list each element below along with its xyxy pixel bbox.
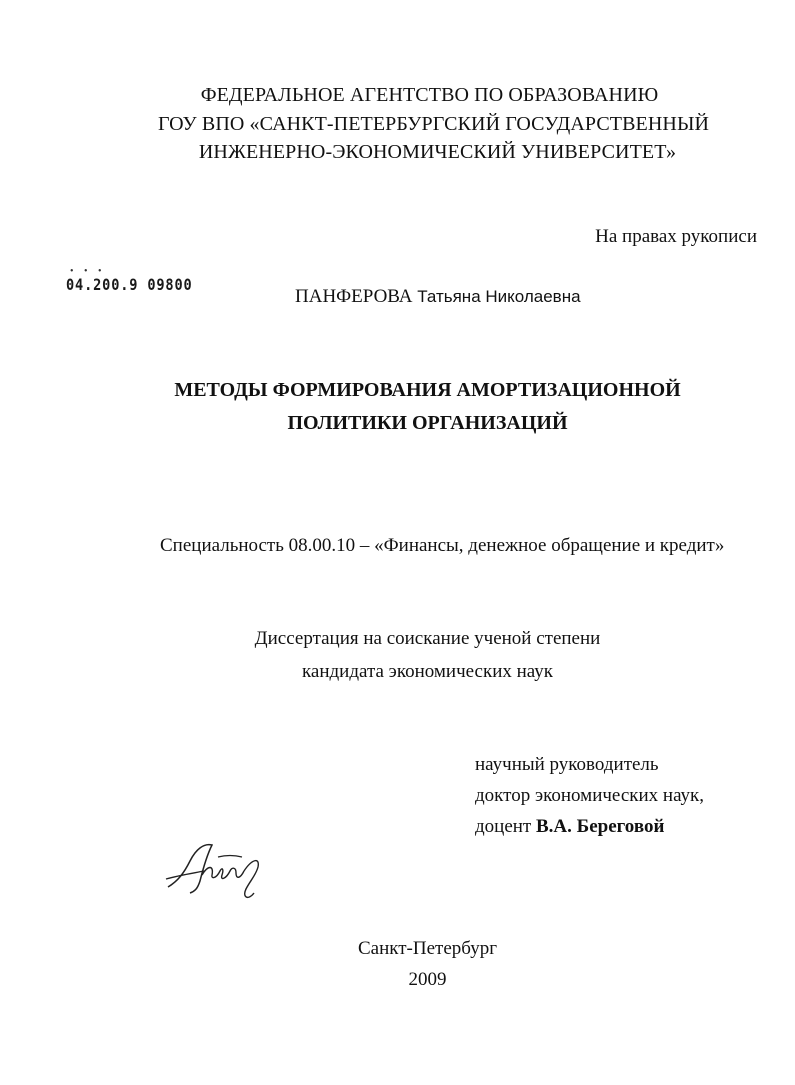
author-surname: ПАНФЕРОВА: [295, 286, 413, 307]
supervisor-role: научный руководитель: [475, 754, 659, 775]
handwritten-signature: [160, 835, 280, 905]
thesis-title-line1: МЕТОДЫ ФОРМИРОВАНИЯ АМОРТИЗАЦИОННОЙ: [174, 379, 681, 401]
author-given-names: Татьяна Николаевна: [417, 287, 581, 306]
registration-stamp: 04.200.9 09800: [66, 275, 193, 294]
stamp-marks: • • •: [70, 266, 106, 277]
supervisor-name: В.А. Береговой: [536, 816, 665, 837]
rights-note: На правах рукописи: [595, 226, 757, 247]
dissertation-line2: кандидата экономических наук: [301, 661, 554, 682]
supervisor-title: доцент: [475, 816, 532, 837]
header-university-line1: ГОУ ВПО «САНКТ-ПЕТЕРБУРГСКИЙ ГОСУДАРСТВЕННЫЙ: [157, 113, 710, 135]
header-agency: ФЕДЕРАЛЬНОЕ АГЕНТСТВО ПО ОБРАЗОВАНИЮ: [200, 84, 659, 106]
supervisor-name-line: [475, 816, 664, 838]
header-university-line2: ИНЖЕНЕРНО-ЭКОНОМИЧЕСКИЙ УНИВЕРСИТЕТ»: [198, 141, 677, 163]
author-name: [295, 286, 581, 308]
thesis-title-line2: ПОЛИТИКИ ОРГАНИЗАЦИЙ: [287, 412, 568, 434]
year: 2009: [408, 969, 447, 990]
city: Санкт-Петербург: [357, 938, 497, 959]
supervisor-degree: доктор экономических наук,: [475, 785, 705, 806]
specialty: Специальность 08.00.10 – «Финансы, денежное обращение и кредит»: [160, 535, 725, 556]
dissertation-line1: Диссертация на соискание ученой степени: [254, 628, 601, 649]
